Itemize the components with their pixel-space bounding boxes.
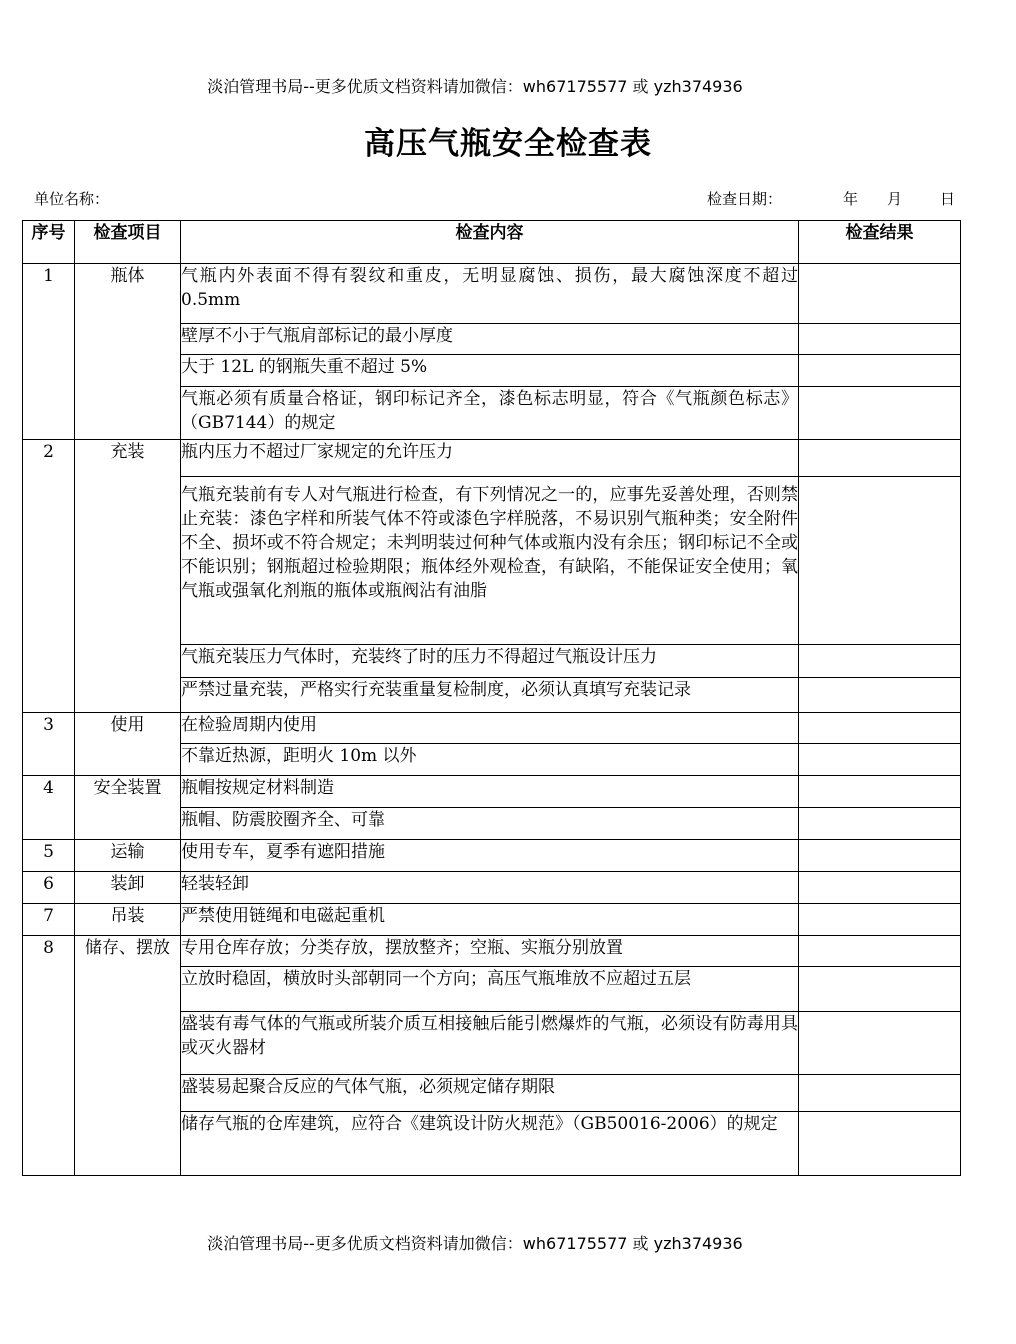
date-day-label: 日 — [940, 190, 956, 208]
check-content: 气瓶内外表面不得有裂纹和重皮，无明显腐蚀、损伤，最大腐蚀深度不超过 0.5mm — [181, 264, 799, 324]
check-content: 气瓶充装压力气体时，充装终了时的压力不得超过气瓶设计压力 — [181, 645, 799, 678]
check-result-cell[interactable] — [799, 776, 961, 808]
check-result-cell[interactable] — [799, 936, 961, 967]
col-header-item: 检查项目 — [75, 221, 181, 264]
check-content: 盛装有毒气体的气瓶或所装介质互相接触后能引燃爆炸的气瓶，必须设有防毒用具或灭火器材 — [181, 1012, 799, 1075]
unit-name-label: 单位名称： — [34, 190, 110, 208]
check-result-cell[interactable] — [799, 440, 961, 477]
group-seq: 8 — [23, 936, 75, 1176]
check-result-cell[interactable] — [799, 645, 961, 678]
date-month-label: 月 — [887, 190, 903, 208]
table-row — [23, 840, 961, 872]
page-footer-note: 淡泊管理书局--更多优质文档资料请加微信：wh67175577 或 yzh374936 — [207, 1234, 743, 1253]
table-row — [23, 776, 961, 808]
page-header-note: 淡泊管理书局--更多优质文档资料请加微信：wh67175577 或 yzh374936 — [207, 77, 743, 96]
check-result-cell[interactable] — [799, 808, 961, 840]
check-result-cell[interactable] — [799, 477, 961, 645]
table-row — [23, 872, 961, 904]
table-row — [23, 936, 961, 967]
check-content: 使用专车，夏季有遮阳措施 — [181, 840, 799, 872]
date-year-label: 年 — [843, 190, 859, 208]
check-result-cell[interactable] — [799, 1012, 961, 1075]
col-header-seq: 序号 — [23, 221, 75, 264]
check-result-cell[interactable] — [799, 678, 961, 713]
check-content: 瓶帽按规定材料制造 — [181, 776, 799, 808]
group-item: 吊装 — [75, 904, 181, 936]
check-content-text: 严禁过量充装，严格实行充装重量复检制度，必须认真填写充装记录 — [181, 680, 691, 700]
check-content — [181, 678, 799, 713]
group-item: 使用 — [75, 713, 181, 776]
check-result-cell[interactable] — [799, 713, 961, 744]
col-header-content: 检查内容 — [181, 221, 799, 264]
check-content: 轻装轻卸 — [181, 872, 799, 904]
check-result-cell[interactable] — [799, 967, 961, 1012]
col-header-result: 检查结果 — [799, 221, 961, 264]
check-content: 气瓶充装前有专人对气瓶进行检查，有下列情况之一的，应事先妥善处理，否则禁止充装：漆色字样和所装气体不符或漆色字样脱落，不易识别气瓶种类；安全附件不全、损坏或不符合规定；未判明装过何种气体或瓶内没有余压；钢印标记不全或不能识别；钢瓶超过检验期限；瓶体经外观检查，有缺陷，不能保证安全使用；氧气瓶或强氧化剂瓶的瓶体或瓶阀沾有油脂 — [181, 477, 799, 645]
check-result-cell[interactable] — [799, 324, 961, 355]
check-content: 瓶帽、防震胶圈齐全、可靠 — [181, 808, 799, 840]
inspection-table — [22, 220, 961, 1176]
group-seq: 4 — [23, 776, 75, 840]
table-row — [23, 264, 961, 324]
check-content: 在检验周期内使用 — [181, 713, 799, 744]
group-seq: 7 — [23, 904, 75, 936]
check-content: 气瓶必须有质量合格证，钢印标记齐全，漆色标志明显，符合《气瓶颜色标志》（GB7144）的规定 — [181, 387, 799, 440]
check-date-label: 检查日期： — [707, 190, 783, 208]
check-result-cell[interactable] — [799, 355, 961, 387]
check-content: 储存气瓶的仓库建筑，应符合《建筑设计防火规范》（GB50016-2006）的规定 — [181, 1112, 799, 1176]
group-seq: 5 — [23, 840, 75, 872]
check-result-cell[interactable] — [799, 904, 961, 936]
group-seq: 2 — [23, 440, 75, 713]
group-seq: 1 — [23, 264, 75, 440]
check-content — [181, 967, 799, 1012]
group-seq: 3 — [23, 713, 75, 776]
table-row — [23, 440, 961, 477]
check-result-cell[interactable] — [799, 387, 961, 440]
group-item: 运输 — [75, 840, 181, 872]
check-content-text: 立放时稳固，横放时头部朝同一个方向；高压气瓶堆放不应超过五层 — [181, 969, 691, 989]
group-seq: 6 — [23, 872, 75, 904]
check-result-cell[interactable] — [799, 264, 961, 324]
check-result-cell[interactable] — [799, 1075, 961, 1112]
table-row — [23, 904, 961, 936]
group-item: 充装 — [75, 440, 181, 713]
check-result-cell[interactable] — [799, 872, 961, 904]
group-item: 储存、摆放 — [75, 936, 181, 1176]
group-item: 安全装置 — [75, 776, 181, 840]
check-result-cell[interactable] — [799, 840, 961, 872]
page-title: 高压气瓶安全检查表 — [364, 126, 652, 162]
check-content: 盛装易起聚合反应的气体气瓶，必须规定储存期限 — [181, 1075, 799, 1112]
table-row — [23, 713, 961, 744]
check-content: 专用仓库存放；分类存放，摆放整齐；空瓶、实瓶分别放置 — [181, 936, 799, 967]
group-item: 瓶体 — [75, 264, 181, 440]
table-header-row — [23, 221, 961, 264]
check-result-cell[interactable] — [799, 744, 961, 776]
check-content: 大于 12L 的钢瓶失重不超过 5% — [181, 355, 799, 387]
check-content: 不靠近热源，距明火 10m 以外 — [181, 744, 799, 776]
check-content: 壁厚不小于气瓶肩部标记的最小厚度 — [181, 324, 799, 355]
group-item: 装卸 — [75, 872, 181, 904]
check-content: 严禁使用链绳和电磁起重机 — [181, 904, 799, 936]
check-content: 瓶内压力不超过厂家规定的允许压力 — [181, 440, 799, 477]
check-result-cell[interactable] — [799, 1112, 961, 1176]
